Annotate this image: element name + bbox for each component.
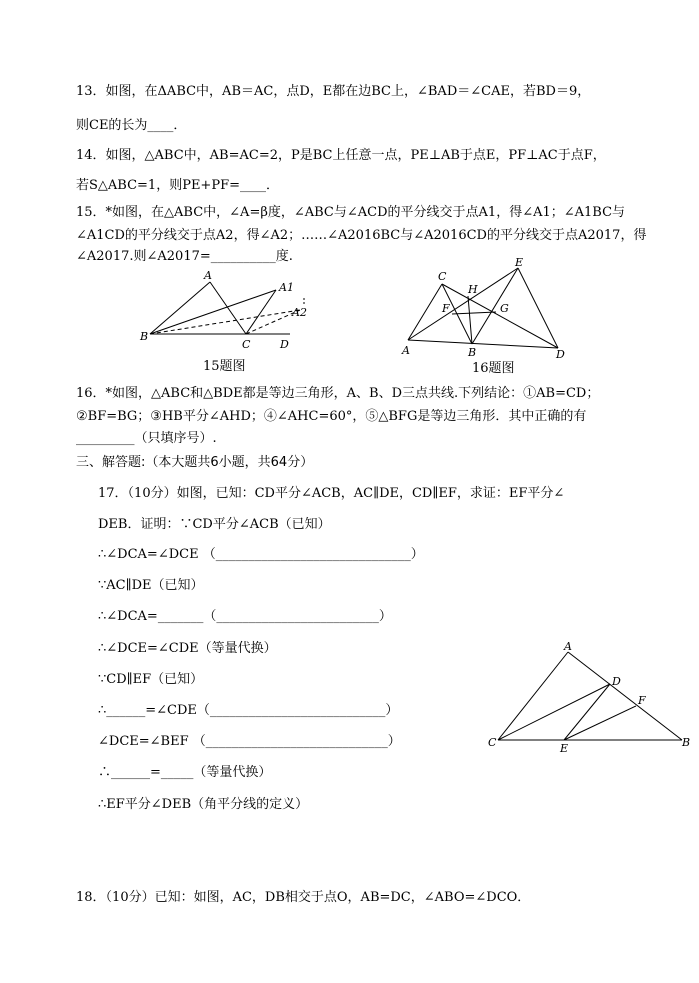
fig16-label-f: F	[442, 302, 450, 315]
fig16-label-h: H	[468, 283, 478, 296]
fig15-label-c: C	[242, 338, 251, 351]
q16-line2: ②BF=BG；③HB平分∠AHD；④∠AHC=60°，⑤△BFG是等边三角形．其中正确的有	[76, 409, 587, 424]
q13-line2: 则CE的长为____．	[76, 118, 187, 133]
q17-step4: ∴∠DCE=∠CDE（等量代换）	[98, 641, 277, 656]
figure-17	[484, 640, 694, 755]
q17-line2: DEB．证明：∵CD平分∠ACB（已知）	[98, 517, 331, 532]
q16-line3: _________（只填序号）.	[76, 431, 217, 446]
fig16-label-c: C	[438, 270, 447, 283]
q17-step1: ∴∠DCA=∠DCE （______________________________）	[98, 547, 424, 562]
q15-line3: ∠A2017.则∠A2017=__________度.	[76, 249, 293, 264]
fig16-label-b: B	[468, 346, 477, 359]
q17-step8: ∴______=_____（等量代换）	[98, 765, 272, 780]
fig17-label-c: C	[488, 736, 497, 749]
fig15-caption: 15题图	[203, 359, 246, 374]
q14-line2: 若S△ABC=1，则PE+PF=____．	[76, 178, 279, 193]
q17-step2: ∵AC∥DE（已知）	[98, 578, 204, 593]
fig16-label-d: D	[556, 348, 565, 361]
fig17-label-a: A	[564, 640, 572, 653]
fig16-label-a: A	[402, 344, 410, 357]
fig15-label-a: A	[204, 269, 212, 282]
fig15-label-a1: A1	[279, 281, 294, 294]
fig17-label-e: E	[560, 742, 569, 755]
fig16-label-g: G	[500, 302, 509, 315]
q17-line1: 17．（10分）如图，已知：CD平分∠ACB，AC∥DE，CD∥EF，求证：EF平分∠	[98, 486, 565, 501]
fig15-label-d: D	[280, 338, 289, 351]
fig17-label-f: F	[638, 694, 646, 707]
fig17-label-d: D	[612, 675, 621, 688]
q16-line1: 16．*如图，△ABC和△BDE都是等边三角形，A、B、D三点共线.下列结论：①AB=CD；	[76, 386, 600, 401]
fig16-label-e: E	[515, 256, 524, 269]
q17-step9: ∴EF平分∠DEB（角平分线的定义）	[98, 797, 309, 812]
q18-line1: 18．（10分）已知：如图，AC，DB相交于点O，AB=DC，∠ABO=∠DCO．	[76, 890, 531, 905]
fig15-label-a2: A2	[292, 306, 307, 319]
q17-step7: ∠DCE=∠BEF （____________________________）	[98, 734, 401, 749]
q14-line1: 14．如图，△ABC中，AB=AC=2，P是BC上任意一点，PE⊥AB于点E，PF⊥AC于点F，	[76, 148, 606, 163]
q13-line1: 13．如图，在ΔABC中，AB＝AC，点D，E都在边BC上，∠BAD＝∠CAE，若BD＝9，	[76, 84, 591, 99]
q17-step5: ∵CD∥EF（已知）	[98, 672, 204, 687]
q17-step3: ∴∠DCA=_______（_________________________）	[98, 609, 392, 624]
section-heading: 三、解答题:（本大题共6小题，共64分）	[76, 455, 314, 470]
fig16-caption: 16题图	[472, 361, 515, 376]
figure-16	[398, 256, 578, 361]
q15-line1: 15．*如图，在△ABC中，∠A=β度，∠ABC与∠ACD的平分线交于点A1，得∠A1；∠A1BC与	[76, 205, 626, 220]
fig15-label-b: B	[140, 330, 149, 343]
q15-line2: ∠A1CD的平分线交于点A2，得∠A2；……∠A2016BC与∠A2016CD的平分线交于点A2017，得	[76, 228, 647, 243]
figure-15	[138, 266, 318, 356]
q17-step6: ∴______=∠CDE（___________________________）	[98, 703, 399, 718]
fig17-label-b: B	[682, 736, 691, 749]
